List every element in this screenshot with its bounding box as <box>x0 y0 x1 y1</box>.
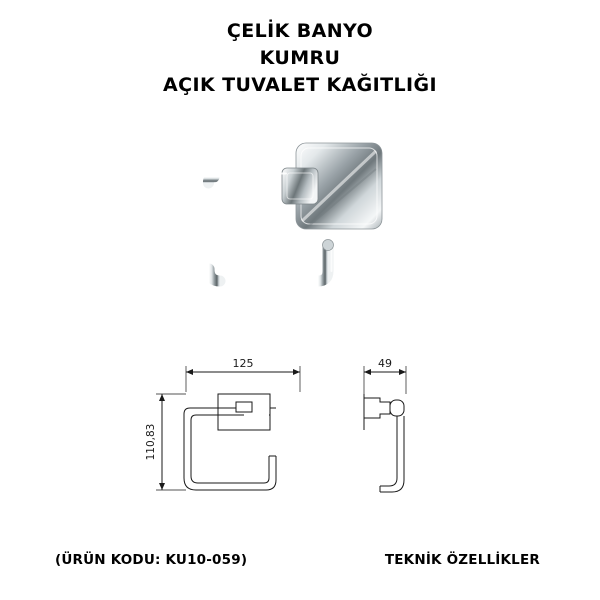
footer <box>0 552 600 572</box>
page-title <box>0 18 600 99</box>
front-view-height-label: 110,83 <box>145 423 157 461</box>
technical-drawing <box>140 352 460 512</box>
product-code: (ÜRÜN KODU: KU10-059) <box>55 552 248 568</box>
side-view-drawing <box>364 357 406 492</box>
title-line-model: KUMRU <box>259 47 341 69</box>
tech-specs-label: TEKNİK ÖZELLİKLER <box>384 552 540 568</box>
product-photo <box>170 125 430 340</box>
side-view-width-label: 49 <box>378 357 392 370</box>
title-line-product: AÇIK TUVALET KAĞITLIĞI <box>163 74 437 96</box>
front-view-width-label: 125 <box>232 357 254 370</box>
front-view-drawing <box>145 357 300 490</box>
title-line-brand: ÇELİK BANYO <box>226 20 374 42</box>
